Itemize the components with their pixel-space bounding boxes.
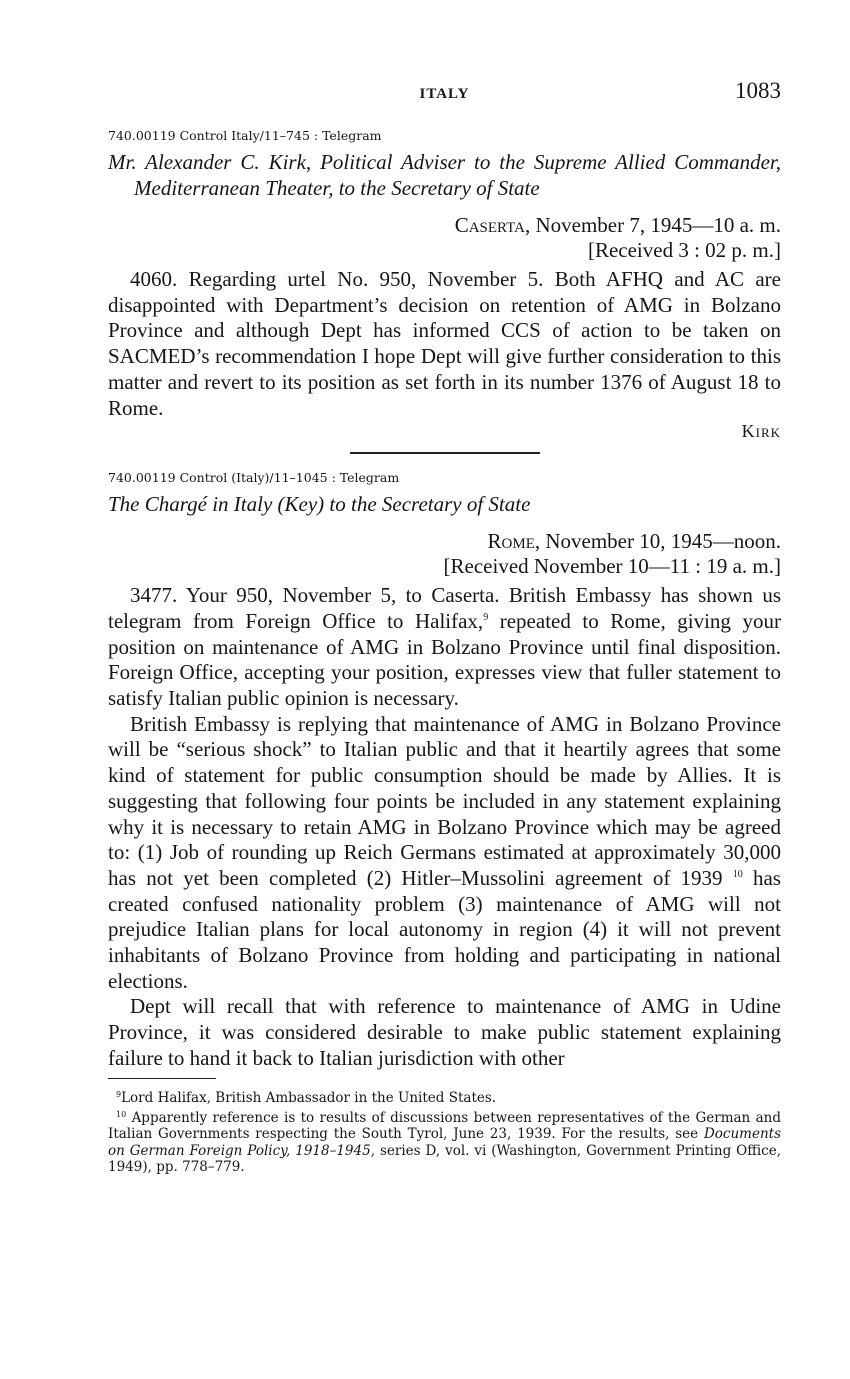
telegram-key: [108, 470, 781, 1071]
paragraph-text: has created confused nationality problem (3) maintenance of AMG will not prejudice Italian plans for local autonomy in region (4) it will not prevent inhabitants of Bolzano Province from holding and participating in national elections.: [108, 865, 781, 993]
signature: Kirk: [741, 421, 781, 442]
footnote-mark: 10: [116, 1109, 127, 1119]
footnote-reference: 9: [483, 611, 489, 623]
dateline-date: , November 10, 1945—noon.: [534, 529, 781, 554]
document-page: [108, 78, 781, 1176]
file-reference: 740.00119 Control Italy/11–745 : Telegram: [108, 128, 382, 143]
paragraph: Dept will recall that with reference to maintenance of AMG in Udine Province, it was considered desirable to make public statement explaining failure to hand it back to Italian jurisdiction with other: [108, 994, 781, 1070]
paragraph-text: repeated to Rome, giving your position on maintenance of AMG in Bolzano Province until final disposition. Foreign Office, accepting your position, expresses view that fuller statement to satisfy Italian public opinion is necessary.: [108, 608, 781, 711]
document-title: The Chargé in Italy (Key) to the Secretary of State: [108, 492, 531, 517]
footnote-text: Apparently reference is to results of discussions between representatives of the German and Italian Governments respecting the South Tyrol, June 23, 1939. For the results, see: [108, 1109, 781, 1143]
paragraph: [108, 712, 781, 995]
cited-work-title: Documents on German Foreign Policy, 1918–1945: [108, 1126, 781, 1159]
footnotes: [108, 1087, 781, 1176]
document-title: Mr. Alexander C. Kirk, Political Adviser to the Supreme Allied Commander, Mediterranean Theater, to the Secretary of State: [108, 150, 781, 200]
footnote-text: , series D, vol. vi (Washington, Government Printing Office, 1949), pp. 778–779.: [108, 1142, 781, 1176]
footnote-mark: 9: [116, 1090, 122, 1100]
footnote-rule: [108, 1078, 216, 1080]
received-time: [Received 3 : 02 p. m.]: [587, 238, 781, 262]
received-time: [Received November 10—11 : 19 a. m.]: [443, 554, 781, 579]
footnote-9: [108, 1087, 781, 1107]
dateline-place: Caserta: [454, 213, 525, 237]
telegram-kirk: [108, 128, 781, 442]
dateline: [108, 529, 781, 554]
dateline: [108, 213, 781, 238]
section-divider: [350, 452, 540, 454]
paragraph: [108, 583, 781, 712]
footnote-reference: 10: [732, 868, 743, 880]
page-number: 1083: [735, 78, 781, 103]
file-reference: 740.00119 Control (Italy)/11–1045 : Telegram: [108, 470, 400, 486]
dateline-date: , November 7, 1945—10 a. m.: [524, 213, 781, 237]
telegram-body: 4060. Regarding urtel No. 950, November 5. Both AFHQ and AC are disappointed with Department’s decision on retention of AMG in Bolzano Province and although Dept has informed CCS of action to be taken on SACMED’s recommendation I hope Dept will give further consideration to this matter and revert to its position as set forth in its number 1376 of August 18 to Rome.: [108, 267, 781, 420]
paragraph-text: British Embassy is replying that maintenance of AMG in Bolzano Province will be “serious shock” to Italian public and that it heartily agrees that some kind of statement for public consumption should be made by Allies. It is suggesting that following four points be included in any statement explaining why it is necessary to retain AMG in Bolzano Province which may be agreed to: (1) Job of rounding up Reich Germans estimated at approximately 30,000 has not yet been completed (2) Hitler–Mussolini agreement of 1939: [108, 711, 781, 890]
page-header: [108, 78, 781, 112]
footnote-text: Lord Halifax, British Ambassador in the United States.: [121, 1090, 497, 1107]
footnote-10: [108, 1107, 781, 1176]
running-head: ITALY: [419, 86, 470, 102]
dateline-place: Rome: [487, 529, 535, 554]
paragraph-text: 3477. Your 950, November 5, to Caserta. British Embassy has shown us telegram from Foreign Office to Halifax,: [108, 583, 781, 633]
